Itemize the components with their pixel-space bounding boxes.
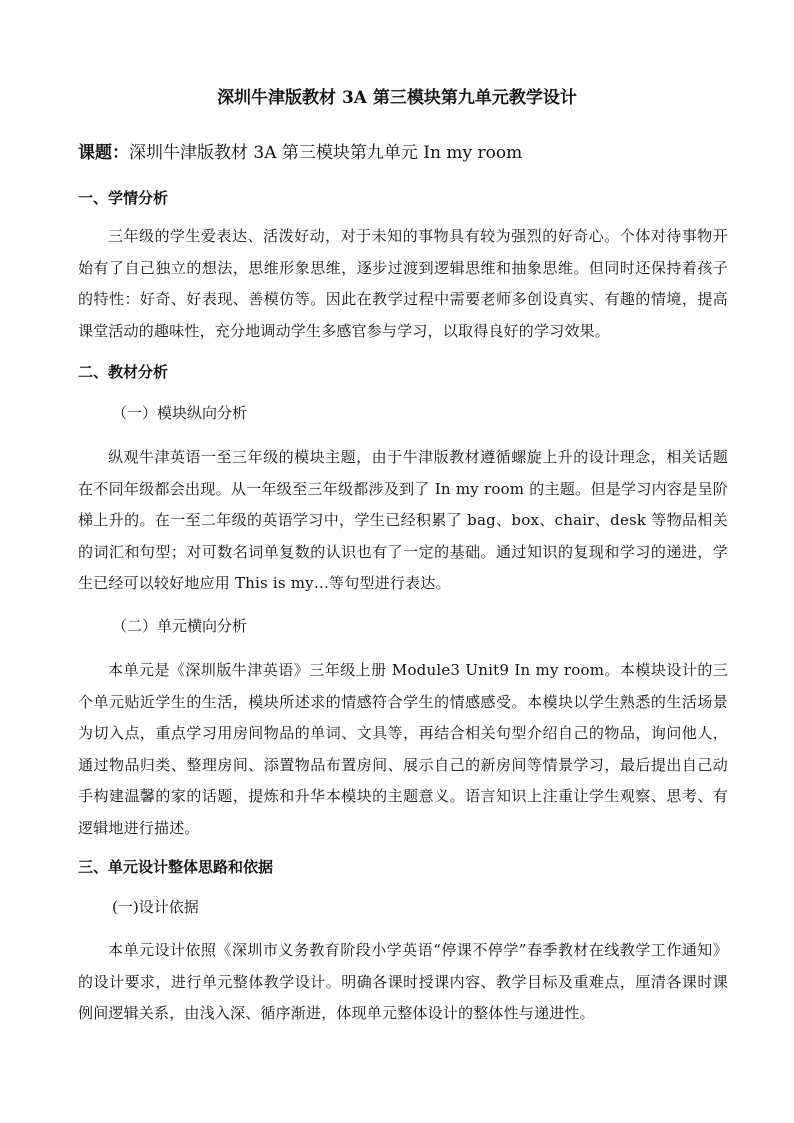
paragraph-student-analysis: 三年级的学生爱表达、活泼好动，对于未知的事物具有较为强烈的好奇心。个体对待事物开始有了自己独立的想法，思维形象思维，逐步过渡到逻辑思维和抽象思维。但同时还保持着孩子的特性：好奇、好表现、善模仿等。因此在教学过程中需要老师多创设真实、有趣的情境，提高课堂活动的趣味性，充分地调动学生多感官参与学习，以取得良好的学习效果。 — [78, 227, 728, 340]
paragraph-unit-horizontal: 本单元是《深圳版牛津英语》三年级上册 Module3 Unit9 In my room。本模块设计的三个单元贴近学生的生活，模块所述求的情感符合学生的情感感受。本模块以学生熟悉的生活场景为切入点，重点学习用房间物品的单词、文具等，再结合相关句型介绍自己的物品，询问他人，通过物品归类、整理房间、添置物品布置房间、展示自己的新房间等情景学习，最后提出自己动手构建温馨的家的话题，提炼和升华本模块的主题意义。语言知识上注重让学生观察、思考、有逻辑地进行描述。 — [78, 661, 728, 837]
subheading-design-basis: (一)设计依据 — [112, 898, 199, 916]
subject-text: 深圳牛津版教材 3A 第三模块第九单元 In my room — [129, 143, 523, 163]
section-heading-material-analysis: 二、教材分析 — [78, 363, 169, 381]
subject-label: 课题： — [78, 143, 129, 163]
paragraph-module-vertical: 纵观牛津英语一至三年级的模块主题，由于牛津版教材遵循螺旋上升的设计理念，相关话题在不同年级都会出现。从一年级至三年级都涉及到了 In my room 的主题。但是学习内容是呈阶梯上升的。在一至二年级的英语学习中，学生已经积累了 bag、box、chair、desk 等物品相关的词汇和句型；对可数名词单复数的认识也有了一定的基础。通过知识的复现和学习的递进，学生已经可以较好地应用 This is my…等句型进行表达。 — [78, 448, 728, 593]
paragraph-design-basis: 本单元设计依照《深圳市义务教育阶段小学英语“停课不停学”春季教材在线教学工作通知》的设计要求，进行单元整体教学设计。明确各课时授课内容、教学目标及重难点，厘清各课时课例间逻辑关系，由浅入深、循序渐进，体现单元整体设计的整体性与递进性。 — [78, 941, 728, 1023]
lesson-subject — [78, 140, 522, 166]
document-title: 深圳牛津版教材 3A 第三模块第九单元教学设计 — [217, 88, 577, 108]
subheading-unit-horizontal: （二）单元横向分析 — [112, 617, 248, 635]
subheading-module-vertical: （一）模块纵向分析 — [112, 404, 248, 422]
section-heading-unit-design: 三、单元设计整体思路和依据 — [78, 858, 274, 876]
section-heading-student-analysis: 一、学情分析 — [78, 189, 169, 207]
